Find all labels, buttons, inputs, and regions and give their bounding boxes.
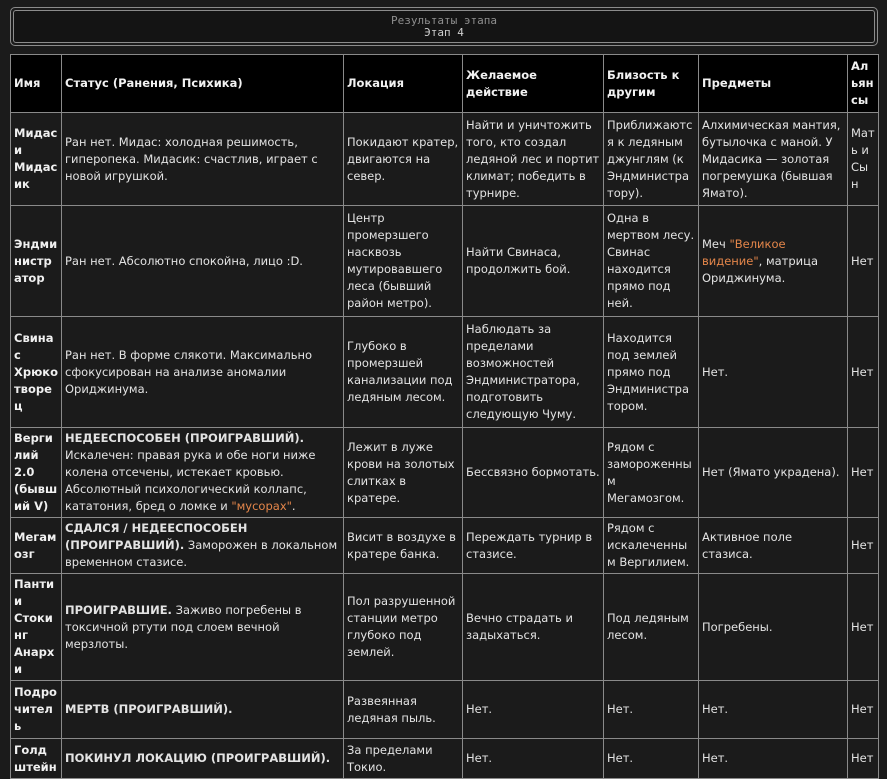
cell-location: Лежит в луже крови на золотых слитках в кратере. [344,428,463,518]
stage-number: Этап 4 [424,25,464,39]
cell-status [62,574,344,681]
table-row [11,681,879,739]
column-header-location: Локация [344,55,463,113]
cell-name: Мидас и Мидасик [11,113,62,206]
stage-results-title: Результаты этапа [391,13,497,27]
cell-location: Покидают кратер, двигаются на север. [344,113,463,206]
cell-items [699,206,848,317]
cell-alliances: Нет [848,681,879,739]
cell-action: Найти и уничтожить того, кто создал ледяной лес и портит климат; победить в турнире. [463,113,604,206]
results-table [10,54,879,779]
cell-status [62,681,344,739]
table-header-row [11,55,879,113]
cell-alliances: Нет [848,428,879,518]
cell-name: Подрочитель [11,681,62,739]
cell-location: Развеянная ледяная пыль. [344,681,463,739]
cell-alliances: Нет [848,206,879,317]
cell-name: Эндминистратор [11,206,62,317]
column-header-name: Имя [11,55,62,113]
cell-proximity: Одна в мертвом лесу. Свинас находится прямо под ней. [604,206,699,317]
cell-proximity: Нет. [604,681,699,739]
items-text-before: Меч [702,236,730,251]
cell-proximity: Находится под землей прямо под Эндминистратором. [604,317,699,428]
table-row [11,317,879,428]
status-verdict: НЕДЕЕСПОСОБЕН (ПРОИГРАВШИЙ). [65,431,304,445]
cell-name: Панти и Стокинг Анархи [11,574,62,681]
table-row [11,113,879,206]
status-verdict: СДАЛСЯ / НЕДЕЕСПОСОБЕН (ПРОИГРАВШИЙ). [65,521,248,552]
cell-alliances: Мать и Сын [848,113,879,206]
cell-action: Наблюдать за пределами возможностей Эндминистратора, подготовить следующую Чуму. [463,317,604,428]
cell-action: Переждать турнир в стазисе. [463,518,604,574]
stage-results-header-inner [13,10,875,43]
column-header-proximity: Близость к другим [604,55,699,113]
cell-proximity: Рядом с замороженным Мегамозгом. [604,428,699,518]
table-row [11,428,879,518]
cell-status: Ран нет. Мидас: холодная решимость, гиперопека. Мидасик: счастлив, играет с новой игрушкой. [62,113,344,206]
status-details: Заморожен в локальном временном стазисе. [65,538,338,569]
cell-proximity: Нет. [604,739,699,779]
table-row [11,206,879,317]
cell-status: Ран нет. Абсолютно спокойна, лицо :D. [62,206,344,317]
cell-items: Нет. [699,317,848,428]
cell-name: Мегамозг [11,518,62,574]
status-verdict: ПОКИНУЛ ЛОКАЦИЮ (ПРОИГРАВШИЙ). [65,751,331,765]
status-details: Заживо погребены в токсичной ртути под слоем вечной мерзлоты. [65,602,302,651]
cell-items: Погребены. [699,574,848,681]
cell-action: Найти Свинаса, продолжить бой. [463,206,604,317]
cell-status [62,739,344,779]
cell-location: Центр промерзшего насквозь мутировавшего леса (бывший район метро). [344,206,463,317]
cell-status [62,428,344,518]
cell-name: Вергилий 2.0 (бывший V) [11,428,62,518]
status-verdict: ПРОИГРАВШИЕ. [65,602,172,617]
cell-items: Активное поле стазиса. [699,518,848,574]
cell-alliances: Нет [848,317,879,428]
table-row [11,739,879,779]
cell-action: Вечно страдать и задыхаться. [463,574,604,681]
items-text-after: , матрица Ориджинума. [702,253,819,285]
status-details-end: . [291,499,296,513]
highlighted-sword-name: "Великое видение" [702,236,786,268]
cell-alliances: Нет [848,574,879,681]
status-verdict: МЕРТВ (ПРОИГРАВШИЙ). [65,702,233,716]
cell-location: За пределами Токио. [344,739,463,779]
column-header-alliances: Альянсы [848,55,879,113]
cell-items: Нет. [699,739,848,779]
cell-name: Свинас Хрюкотворец [11,317,62,428]
cell-alliances: Нет [848,739,879,779]
highlighted-quote: "мусорах" [231,499,292,513]
cell-proximity: Приближаются к ледяным джунглям (к Эндминистратору). [604,113,699,206]
cell-items: Алхимическая мантия, бутылочка с маной. У Мидасика — золотая погремушка (бывшая Ямато). [699,113,848,206]
column-header-action: Желаемое действие [463,55,604,113]
cell-action: Нет. [463,739,604,779]
cell-proximity: Под ледяным лесом. [604,574,699,681]
stage-results-header [10,7,878,46]
cell-items: Нет. [699,681,848,739]
cell-location: Пол разрушенной станции метро глубоко под землей. [344,574,463,681]
table-row [11,518,879,574]
cell-status [62,518,344,574]
cell-items: Нет (Ямато украдена). [699,428,848,518]
cell-location: Глубоко в промерзшей канализации под ледяным лесом. [344,317,463,428]
cell-name: Голдштейн [11,739,62,779]
cell-action: Бессвязно бормотать. [463,428,604,518]
column-header-status: Статус (Ранения, Психика) [62,55,344,113]
cell-proximity: Рядом с искалеченным Вергилием. [604,518,699,574]
cell-status: Ран нет. В форме слякоти. Максимально сфокусирован на анализе аномалии Ориджинума. [62,317,344,428]
cell-location: Висит в воздухе в кратере банка. [344,518,463,574]
column-header-items: Предметы [699,55,848,113]
cell-action: Нет. [463,681,604,739]
cell-alliances: Нет [848,518,879,574]
table-row [11,574,879,681]
status-details: Искалечен: правая рука и обе ноги ниже колена отсечены, истекает кровью. Абсолютный психологический коллапс, кататония, бред о ломке и [65,448,316,513]
